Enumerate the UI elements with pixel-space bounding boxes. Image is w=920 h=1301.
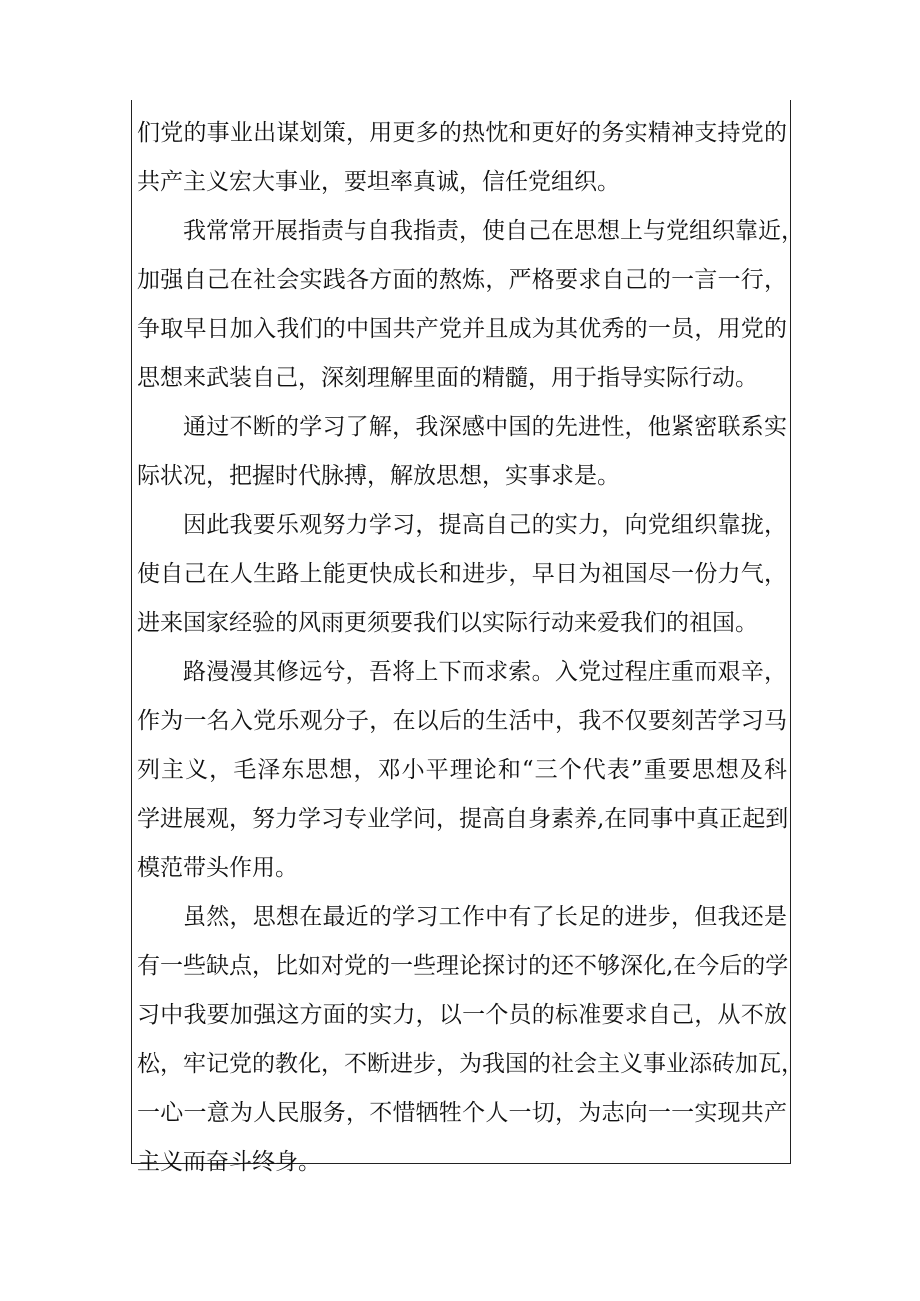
text-line: 们党的事业出谋划策，用更多的热忱和更好的务实精神支持党的 [137,120,787,146]
text-line: 松，牢记党的教化，不断进步，为我国的社会主义事业添砖加瓦， [137,1051,804,1077]
text-line: 列主义，毛泽东思想，邓小平理论和“三个代表”重要思想及科 [137,757,787,783]
text-line: 加强自己在社会实践各方面的熬炼，严格要求自己的一言一行， [137,267,787,293]
text-line: 使自己在人生路上能更快成长和进步，早日为祖国尽一份力气， [137,561,787,587]
text-line: 习中我要加强这方面的实力，以一个员的标准要求自己，从不放 [137,1002,787,1028]
text-line: 一心一意为人民服务，不惜牺牲个人一切，为志向一一实现共产 [137,1100,787,1126]
text-line: 进来国家经验的风雨更须要我们以实际行动来爱我们的祖国。 [137,610,758,636]
text-line: 路漫漫其修远兮，吾将上下而求索。入党过程庄重而艰辛， [183,659,787,685]
text-line: 通过不断的学习了解，我深感中国的先进性，他紧密联系实 [183,414,787,440]
text-line: 虽然，思想在最近的学习工作中有了长足的进步，但我还是 [183,904,787,930]
document-body [137,109,804,1187]
text-line: 思想来武装自己，深刻理解里面的精髓，用于指导实际行动。 [137,365,758,391]
text-line: 际状况，把握时代脉搏，解放思想，实事求是。 [137,463,620,489]
text-line: 我常常开展指责与自我指责，使自己在思想上与党组织靠近， [183,218,804,244]
text-line: 主义而奋斗终身。 [137,1149,321,1175]
text-line: 模范带头作用。 [137,855,298,881]
text-line: 作为一名入党乐观分子，在以后的生活中，我不仅要刻苦学习马 [137,708,787,734]
text-line: 共产主义宏大事业，要坦率真诚，信任党组织。 [137,169,620,195]
text-line: 因此我要乐观努力学习，提高自己的实力，向党组织靠拢， [183,512,787,538]
text-line: 学进展观，努力学习专业学问，提高自身素养,在同事中真正起到 [137,806,789,832]
text-line: 争取早日加入我们的中国共产党并且成为其优秀的一员，用党的 [137,316,787,342]
text-line: 有一些缺点，比如对党的一些理论探讨的还不够深化,在今后的学 [137,953,789,979]
